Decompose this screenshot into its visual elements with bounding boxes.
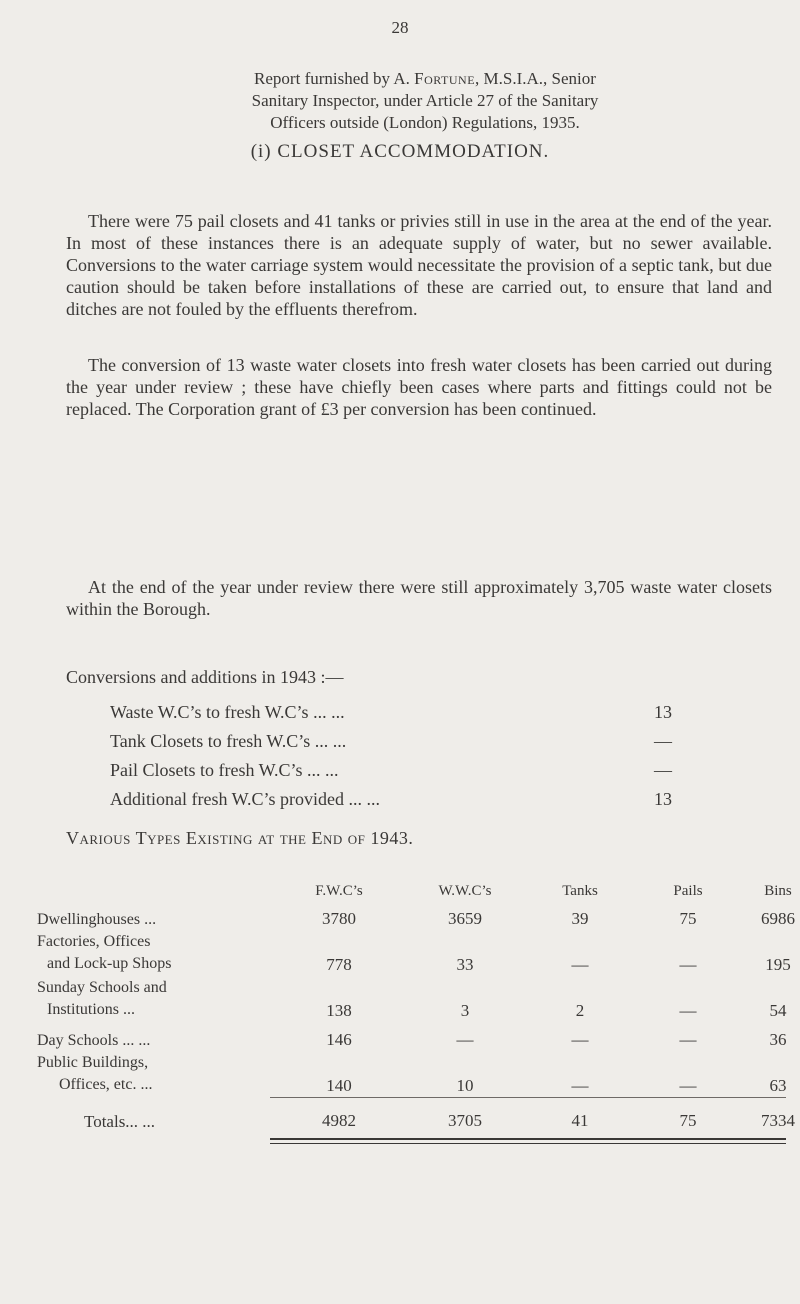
table-cell: —: [679, 955, 697, 974]
table-row-label: [37, 931, 171, 975]
conversion-value: 13: [654, 702, 672, 722]
table-cell: 10: [456, 1076, 474, 1095]
conversion-row: [110, 702, 730, 726]
totals-rule-bottom-second: [270, 1143, 786, 1144]
row-label-line: Factories, Offices: [37, 933, 151, 950]
report-intro: [110, 68, 740, 134]
table-cell: 3659: [448, 909, 482, 928]
table-cell: 54: [769, 1001, 787, 1020]
table-cell: —: [679, 1030, 697, 1049]
totals-cell: 41: [571, 1111, 589, 1130]
conversion-value: 13: [654, 789, 672, 809]
author-name: Fortune: [414, 69, 476, 88]
table-cell: —: [679, 1076, 697, 1095]
table-cell: —: [571, 1030, 589, 1049]
conversion-row: [110, 731, 730, 755]
totals-cell: 4982: [322, 1111, 356, 1130]
conversion-label: Pail Closets to fresh W.C’s ... ...: [110, 760, 339, 780]
table-cell: 140: [326, 1076, 352, 1095]
section-heading: (i) CLOSET ACCOMMODATION.: [250, 141, 550, 162]
column-header-tanks: Tanks: [562, 883, 598, 899]
table-cell: 6986: [761, 909, 795, 928]
intro-line3: Officers outside (London) Regulations, 1935.: [270, 113, 580, 132]
table-cell: —: [571, 1076, 589, 1095]
row-label-line: Sunday Schools and: [37, 979, 167, 996]
table-cell: 146: [326, 1030, 352, 1049]
intro-line1-post: , M.S.I.A., Senior: [475, 69, 596, 88]
table-cell: —: [679, 1001, 697, 1020]
table-cell: 63: [769, 1076, 787, 1095]
row-label-line: Public Buildings,: [37, 1054, 149, 1071]
conversion-value: —: [654, 760, 672, 780]
table-cell: —: [571, 955, 589, 974]
table-row-label: [37, 1052, 152, 1096]
conversion-label: Additional fresh W.C’s provided ... ...: [110, 789, 380, 809]
table-cell: —: [456, 1030, 474, 1049]
column-header-bins: Bins: [764, 883, 792, 899]
paragraph-pail-closets: There were 75 pail closets and 41 tanks or privies still in use in the area at the end of the year. In most of these instances there is an adequate supply of water, but no sewer available. Conversions to the water carriage system would necessitate the provision of a septic tank, but due caution should be taken before installations of these are carried out, to ensure that land and ditches are not fouled by the effluents therefrom.: [66, 211, 772, 319]
table-cell: 195: [765, 955, 791, 974]
row-label-line: Day Schools ... ...: [37, 1032, 151, 1049]
totals-cell: 75: [679, 1111, 697, 1130]
totals-cell: 3705: [448, 1111, 482, 1130]
totals-label: Totals... ...: [84, 1112, 156, 1131]
conversions-heading: Conversions and additions in 1943 :—: [66, 667, 344, 687]
column-header-wwc: W.W.C’s: [438, 883, 492, 899]
paragraph-conversion: The conversion of 13 waste water closets into fresh water closets has been carried out during the year under review ; these have chiefly been cases where parts and fittings could not be replaced. The Corporation grant of £3 per conversion has been continued.: [66, 355, 772, 419]
table-row-label: [37, 909, 156, 931]
row-label-line: Offices, etc. ...: [59, 1076, 153, 1093]
table-cell: 3: [460, 1001, 470, 1020]
conversion-row: [110, 789, 730, 813]
intro-line1-pre: Report furnished by A.: [254, 69, 415, 88]
table-cell: 33: [456, 955, 474, 974]
row-label-line: Dwellinghouses ...: [37, 911, 157, 928]
table-cell: 36: [769, 1030, 787, 1049]
table-cell: 778: [326, 955, 352, 974]
conversion-label: Waste W.C’s to fresh W.C’s ... ...: [110, 702, 345, 722]
conversion-label: Tank Closets to fresh W.C’s ... ...: [110, 731, 347, 751]
table-cell: 3780: [322, 909, 356, 928]
column-header-fwc: F.W.C’s: [315, 883, 363, 899]
paragraph-waste-closets: At the end of the year under review there were still approximately 3,705 waste water closets within the Borough.: [66, 577, 772, 619]
totals-cell: 7334: [761, 1111, 795, 1130]
conversion-row: [110, 760, 730, 784]
page-number: 28: [391, 18, 409, 37]
table-row-label: [37, 977, 167, 1021]
row-label-line: Institutions ...: [47, 1001, 136, 1018]
intro-line2: Sanitary Inspector, under Article 27 of the Sanitary: [251, 91, 599, 110]
table-cell: 2: [575, 1001, 585, 1020]
column-header-pails: Pails: [673, 883, 703, 899]
totals-rule-top: [270, 1097, 786, 1098]
table-cell: 39: [571, 909, 589, 928]
totals-rule-bottom: [270, 1138, 786, 1140]
table-cell: 75: [679, 909, 697, 928]
row-label-line: and Lock-up Shops: [47, 955, 172, 972]
table-cell: 138: [326, 1001, 352, 1020]
types-heading: Various Types Existing at the End of 1943.: [66, 828, 414, 848]
conversion-value: —: [654, 731, 672, 751]
table-row-label: [37, 1030, 150, 1052]
